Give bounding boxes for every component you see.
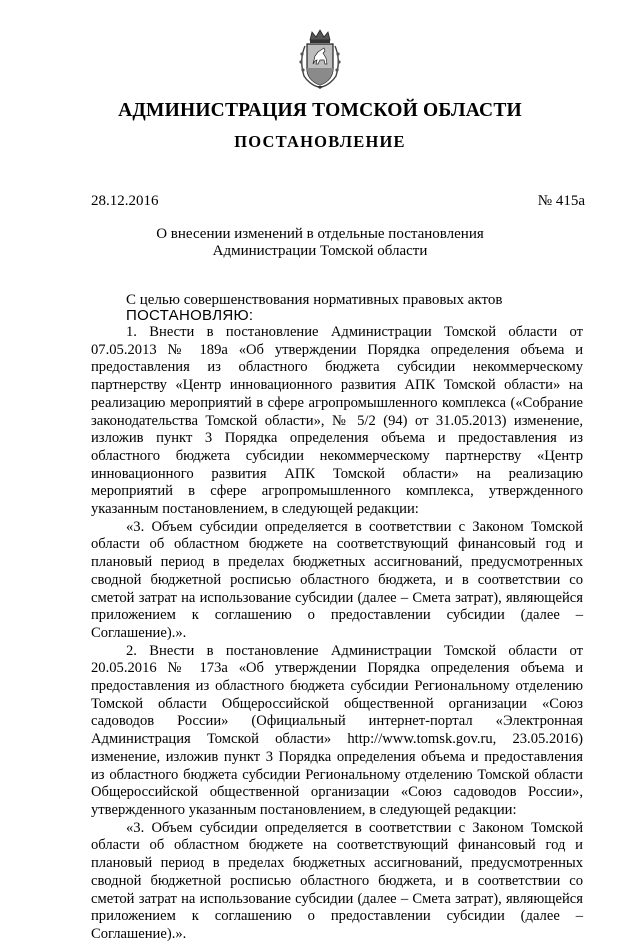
- body-paragraph: 2. Внести в постановление Администрации Томской области от 20.05.2016 № 173а «Об утверждении Порядка определения объема и предоставления из областного бюджета субсидии Региональному отделению Томской области Общероссийской общественной организации «Союз садоводов России» (Официальный интернет-портал «Электронная Администрация Томской области» http://www.tomsk.gov.ru, 23.05.2016) изменение, изложив пункт 3 Порядка определения объема и предоставления из областного бюджета субсидии Региональному отделению Томской области Общероссийской общественной организации «Союз садоводов России», утвержденного указанным постановлением, в следующей редакции:: [91, 642, 583, 818]
- doc-type-title: ПОСТАНОВЛЕНИЕ: [234, 132, 406, 151]
- body-paragraph: «3. Объем субсидии определяется в соответствии с Законом Томской области об областном бюджете на соответствующий финансовый год и плановый период в пределах бюджетных ассигнований, предусмотренных сводной бюджетной росписью областного бюджета, и в соответствии со сметой затрат на использование субсидии (далее – Смета затрат), являющейся приложением к соглашению о предоставлении субсидии (далее – Соглашение).».: [91, 819, 583, 942]
- decree-word: ПОСТАНОВЛЯЮ:: [126, 307, 254, 324]
- document-date: 28.12.2016: [91, 193, 159, 209]
- document-subject: [0, 226, 640, 260]
- subject-line: Администрации Томской области: [212, 243, 428, 259]
- document-body: [91, 324, 583, 944]
- preamble: С целью совершенствования нормативных правовых актов: [126, 292, 503, 308]
- tomsk-oblast-coat-of-arms-icon: [298, 28, 342, 90]
- subject-line: О внесении изменений в отдельные постановления: [156, 226, 484, 242]
- org-title: АДМИНИСТРАЦИЯ ТОМСКОЙ ОБЛАСТИ: [118, 100, 522, 121]
- document-number: № 415а: [537, 193, 585, 209]
- body-paragraph: 1. Внести в постановление Администрации Томской области от 07.05.2013 № 189а «Об утверждении Порядка определения объема и предоставления из областного бюджета субсидии некоммерческому партнерству «Центр инновационного развития АПК Томской области» на реализацию мероприятий в сфере агропромышленного комплекса («Собрание законодательства Томской области», № 5/2 (94) от 31.05.2013) изменение, изложив пункт 3 Порядка определения объема и предоставления из областного бюджета субсидии некоммерческому партнерству «Центр инновационного развития АПК Томской области» на реализацию мероприятий в сфере агропромышленного комплекса, утвержденного указанным постановлением, в следующей редакции:: [91, 324, 583, 518]
- body-paragraph: «3. Объем субсидии определяется в соответствии с Законом Томской области об областном бюджете на соответствующий финансовый год и плановый период в пределах бюджетных ассигнований, предусмотренных сводной бюджетной росписью областного бюджета, и в соответствии со сметой затрат на использование субсидии (далее – Смета затрат), являющейся приложением к соглашению о предоставлении субсидии (далее – Соглашение).».: [91, 518, 583, 641]
